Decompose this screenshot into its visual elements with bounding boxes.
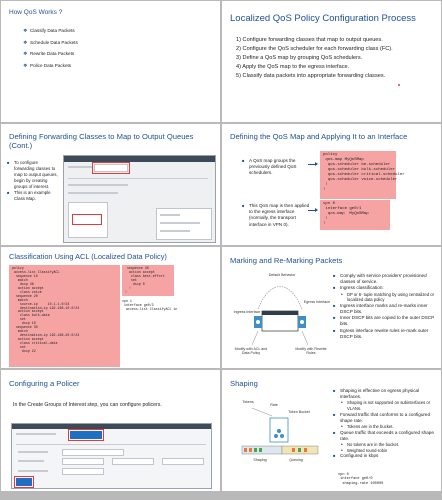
screenshot-form [156, 208, 212, 240]
screenshot-field [62, 458, 104, 465]
list-item: ❖ Rewrite Data Packets [23, 48, 78, 60]
list-item: ■ Egress interface rewrite rules re-mark outer DSCP bits. [333, 328, 437, 340]
interface-config: vpn 0 interface ge0/1 qos-map MyQoSMap ! ! [320, 200, 390, 230]
slide-grid [1, 1, 441, 499]
screenshot-line [160, 230, 190, 232]
shaping-label: Shaping [253, 458, 267, 462]
screenshot-line [18, 470, 48, 472]
token-bucket-label: Token Bucket [288, 410, 310, 414]
slide-title: Marking and Re-Marking Packets [230, 256, 343, 265]
shaping-config: vpn 0 interface ge0/0 shaping-rate 100000 [338, 473, 384, 486]
acl-config: policy access-list ClassifyACL sequence 10 match dscp 46 action accept class voice sequence 20 match source-ip 10.1.1.0/24 destination-ip 192.168.10.0/24 action accept class bulk-data set dscp 10 sequence 30 match destination-ip 192.168.20.0/24 action accept class critical-data set dscp 22 [9, 265, 120, 367]
slide-bullets [242, 158, 304, 177]
slide-title: Defining the QoS Map and Applying It to an Interface [230, 132, 408, 141]
list-item: ■ This QoS map is then applied to the egress interface (normally, the transport interface in VPN 0). [242, 203, 310, 228]
highlight-box [72, 214, 102, 225]
screenshot-header [12, 424, 211, 429]
slide-bullets [242, 203, 310, 228]
screenshot-line [68, 178, 208, 179]
screenshot-field [62, 468, 104, 475]
list-item: 1) Configure forwarding classes that map to output queues. [236, 37, 383, 43]
list-item: ■ Comply with service providers' provisioned classes of service. [333, 273, 437, 285]
modify-acl-label: Modify with ACL and Data Policy [234, 347, 268, 356]
slide-text: In the Create Groups of Interest step, you can configure policers. [13, 402, 162, 408]
list-item: ■ Ingress interface marks and re-marks inner DSCP bits. [333, 303, 437, 315]
list-item: 4) Apply the QoS map to the egress interface. [236, 63, 350, 70]
ui-screenshot [63, 155, 216, 243]
screenshot-field [112, 458, 154, 465]
list-item: ■ Configured in kbps [333, 453, 437, 459]
list-item: 2) Configure the QoS scheduler for each forwarding class (FC). [236, 45, 393, 52]
screenshot-line [18, 460, 44, 462]
list-item: ■ Forward traffic that conforms to a configured shape rate. [333, 412, 437, 424]
slide-forwarding-classes [1, 124, 220, 245]
slide-title: Shaping [230, 379, 258, 388]
slide-config-process [222, 1, 441, 122]
list-item: • Shaping is not supported on subinterfaces or VLANs. [333, 400, 437, 411]
screenshot-line [16, 433, 56, 435]
rate-label: Rate [270, 403, 278, 407]
highlight-box [14, 476, 34, 488]
slide-title: Localized QoS Policy Configuration Process [230, 13, 416, 24]
slide-bullets [333, 388, 437, 460]
list-item: ■ Ingress classification: [333, 285, 437, 291]
list-item: • DP or 6- tuple matching by using centralized or localized data policy [333, 292, 437, 303]
shaping-diagram [232, 398, 328, 478]
red-marker [398, 84, 400, 86]
screenshot-field [162, 458, 204, 465]
default-behavior-label: Default Behavior [268, 273, 296, 277]
qos-steps-list [23, 25, 78, 72]
screenshot-field [62, 449, 124, 456]
list-item: • Weighted round-robin [333, 448, 437, 454]
screenshot-header [64, 156, 215, 162]
list-item: ❖ Police Data Packets [23, 60, 78, 72]
list-item: ■ Shaping is effective on egress physical interfaces. [333, 388, 437, 400]
modify-rewrite-label: Modify with Rewrite Rules [295, 347, 327, 356]
egress-interface-label: Egress Interface [303, 300, 331, 304]
screenshot-line [160, 222, 200, 224]
slide-title: How QoS Works ? [9, 9, 63, 16]
slide-title: Classification Using ACL (Localized Data Policy) [9, 252, 167, 261]
list-item: • No tokens are in the bucket. [333, 442, 437, 448]
slide-shaping [222, 370, 441, 491]
list-item: ■ Queue traffic that exceeds a configured shape rate. [333, 430, 437, 442]
slide-policer [1, 370, 220, 491]
qos-map-config: policy qos-map MyQoSMap qos-scheduler be-scheduler qos-scheduler bulk-scheduler qos-scheduler critical-scheduler qos-scheduler voice-scheduler ! ! [320, 151, 396, 199]
list-item: 5) Classify data packets into appropriate forwarding classes. [236, 72, 386, 79]
list-item: ■ Inner DSCP bits are copied to the outer DSCP bits. [333, 315, 437, 327]
config-steps-list [236, 36, 393, 81]
slide-classification-acl [1, 247, 220, 368]
slide-qos-map [222, 124, 441, 245]
screenshot-line [16, 444, 206, 445]
slide-title: Configuring a Policer [9, 379, 80, 388]
list-item: ■ This is an example Class Map. [7, 190, 59, 202]
list-item: ■ To configure forwarding classes to map to output queues, begin by creating groups of interest. [7, 160, 59, 190]
slide-bullets [7, 160, 59, 202]
screenshot-line [68, 166, 93, 168]
list-item: ■ A QoS map groups the previously defined QoS schedulers. [242, 158, 304, 177]
screenshot-line [160, 214, 180, 216]
slide-how-qos-works [1, 1, 220, 122]
arrow-icon [308, 210, 316, 211]
list-item: • Tokens are in the bucket. [333, 424, 437, 430]
highlight-box [68, 429, 104, 441]
acl-config-cont: sequence 40 action accept class best-effort set dscp 0 ! ! [122, 265, 174, 296]
vpn-config: vpn 1 interface ge0/3 access-list ClassifyACL in [122, 299, 178, 312]
ui-screenshot [11, 423, 212, 489]
list-item: 3) Define a QoS map by grouping QoS schedulers. [236, 54, 363, 61]
screenshot-line [18, 451, 48, 453]
queuing-label: Queuing [289, 458, 303, 462]
slide-title: Defining Forwarding Classes to Map to Output Queues (Cont.) [9, 132, 194, 150]
screenshot-line [68, 184, 128, 186]
ingress-interface-label: Ingress Interface [233, 310, 261, 314]
list-item: ❖ Classify Data Packets [23, 25, 78, 37]
screenshot-line [68, 192, 118, 194]
slide-bullets [333, 273, 437, 340]
slide-marking [222, 247, 441, 368]
arrow-icon [308, 164, 316, 165]
list-item: ❖ Schedule Data Packets [23, 37, 78, 49]
highlight-box [92, 162, 130, 174]
tokens-label: Tokens [242, 400, 254, 404]
